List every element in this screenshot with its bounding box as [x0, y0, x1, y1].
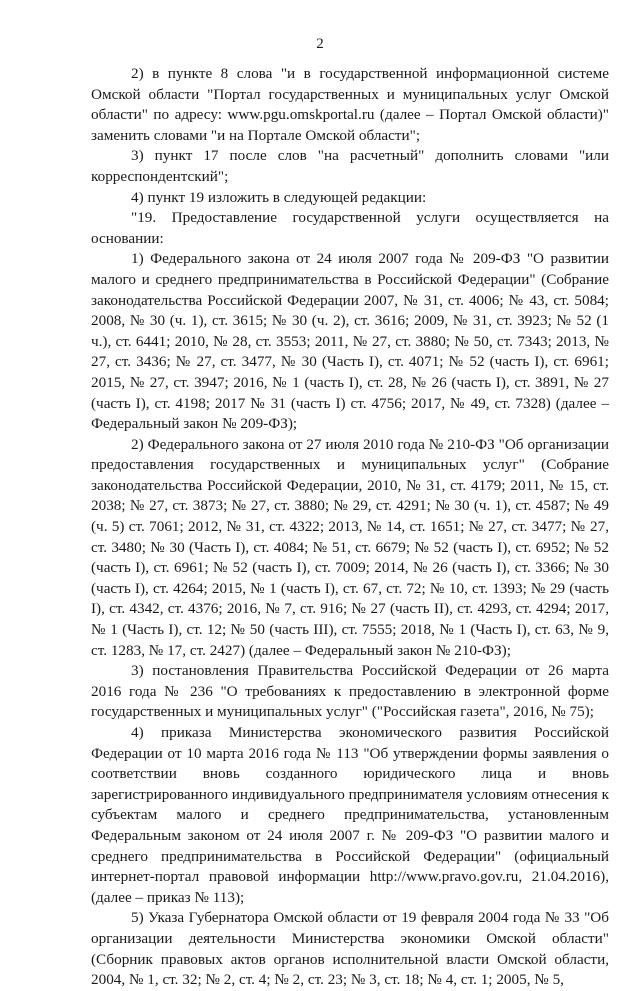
- basis-item-4: 4) приказа Министерства экономического развития Российской Федерации от 10 марта 2016 года № 113 "Об утверждении формы заявления о соответствии вновь созданного юридического лица и вновь зарегистрированного индивидуального предпринимателя условиям отнесения к субъектам малого и среднего предпринимательства, установленным Федеральным законом от 24 июля 2007 г. № 209-ФЗ "О развитии малого и среднего предпринимательства в Российской Федерации" (официальный интернет-портал правовой информации http://www.pravo.gov.ru, 21.04.2016), (далее – приказ № 113);: [91, 724, 609, 906]
- paragraph-item-2: 2) в пункте 8 слова "и в государственной информационной системе Омской области "Портал государственных и муниципальных услуг Омской области" по адресу: www.pgu.omskportal.ru (далее – Портал Омской области)" заменить словами "и на Портале Омской области";: [91, 65, 609, 144]
- paragraph-19-intro: "19. Предоставление государственной услуги осуществляется на основании:: [91, 209, 609, 247]
- document-body: [91, 64, 609, 991]
- basis-item-5: 5) Указа Губернатора Омской области от 19 февраля 2004 года № 33 "Об организации деятельности Министерства экономики Омской области" (Сборник правовых актов органов исполнительной власти Омской области, 2004, № 1, ст. 32; № 2, ст. 4; № 2, ст. 23; № 3, ст. 18; № 4, ст. 1; 2005, № 5,: [91, 909, 609, 989]
- page-number: 2: [316, 36, 324, 52]
- basis-item-2: 2) Федерального закона от 27 июля 2010 года № 210-ФЗ "Об организации предоставления государственных и муниципальных услуг" (Собрание законодательства Российской Федерации, 2010, № 31, ст. 4179; 2011, № 15, ст. 2038; № 27, ст. 3873; № 27, ст. 3880; № 29, ст. 4291; № 30 (ч. 1), ст. 4587; № 49 (ч. 5) ст. 7061; 2012, № 31, ст. 4322; 2013, № 14, ст. 1651; № 27, ст. 3477; № 27, ст. 3480; № 30 (Часть I), ст. 4084; № 51, ст. 6679; № 52 (часть I), ст. 6952; № 52 (часть I), ст. 6961; № 52 (часть I), ст. 7009; 2014, № 26 (часть I), ст. 3366; № 30 (часть I), ст. 4264; 2015, № 1 (часть I), ст. 67, ст. 72; № 10, ст. 1393; № 29 (часть I), ст. 4342, ст. 4376; 2016, № 7, ст. 916; № 27 (часть II), ст. 4293, ст. 4294; 2017, № 1 (Часть I), ст. 12; № 50 (часть III), ст. 7555; 2018, № 1 (Часть I), ст. 63, № 9, ст. 1283, № 17, ст. 2427) (далее – Федеральный закон № 210-ФЗ);: [91, 435, 609, 659]
- basis-item-1: 1) Федерального закона от 24 июля 2007 года № 209-ФЗ "О развитии малого и среднего предпринимательства в Российской Федерации" (Собрание законодательства Российской Федерации 2007, № 31, ст. 4006; № 43, ст. 5084; 2008, № 30 (ч. 1), ст. 3615; № 30 (ч. 2), ст. 3616; 2009, № 31, ст. 3923; № 52 (1 ч.), ст. 6441; 2010, № 28, ст. 3553; 2011, № 27, ст. 3880; № 50, ст. 7343; 2013, № 27, ст. 3436; № 27, ст. 3477, № 30 (Часть I), ст. 4071; № 52 (часть I), ст. 6961; 2015, № 27, ст. 3947; 2016, № 1 (часть I), ст. 28, № 26 (часть I), ст. 3891, № 27 (часть I), ст. 4198; 2017 № 31 (часть I) ст. 4756; 2017, № 49, ст. 7328) (далее – Федеральный закон № 209-ФЗ);: [91, 250, 609, 433]
- paragraph-item-4: 4) пункт 19 изложить в следующей редакции:: [131, 188, 427, 206]
- paragraph-item-3: 3) пункт 17 после слов "на расчетный" дополнить словами "или корреспондентский";: [91, 147, 609, 185]
- basis-item-3: 3) постановления Правительства Российской Федерации от 26 марта 2016 года № 236 "О требованиях к предоставлению в электронной форме государственных и муниципальных услуг" ("Российская газета", 2016, № 75);: [91, 662, 609, 721]
